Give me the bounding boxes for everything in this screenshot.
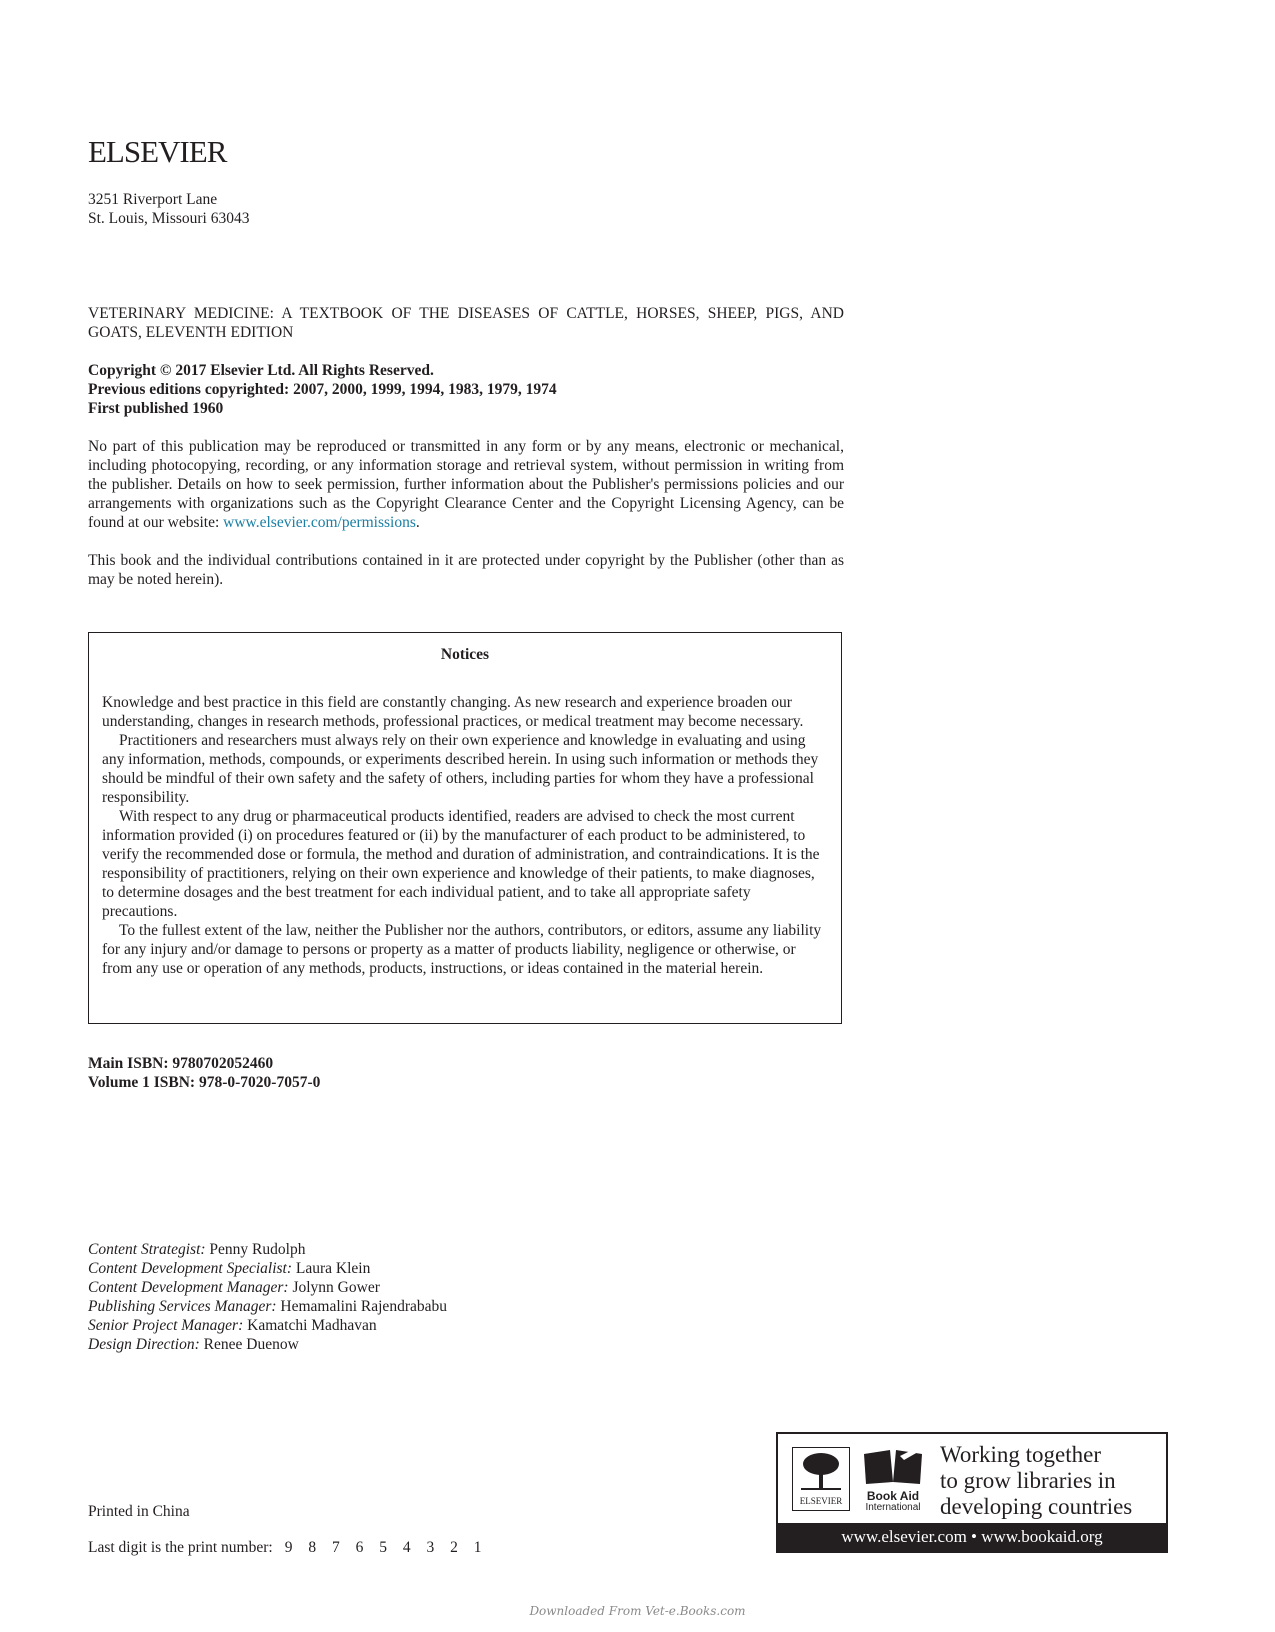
- credit-role: Content Strategist:: [88, 1241, 206, 1258]
- elsevier-logo: ELSEVIER: [88, 134, 227, 169]
- credit-role: Design Direction:: [88, 1336, 200, 1353]
- notices-box: [88, 632, 842, 1024]
- printed-in: Printed in China: [88, 1503, 190, 1520]
- book-aid-urls[interactable]: www.elsevier.com • www.bookaid.org: [778, 1523, 1166, 1551]
- credit-role: Publishing Services Manager:: [88, 1298, 277, 1315]
- credit-line: [88, 1259, 447, 1278]
- permissions-text: No part of this publication may be reproduced or transmitted in any form or by any means, electronic or mechanical, including photocopying, recording, or any information storage and retrieval system, without permission in writing from the publisher. Details on how to seek permission, further information about the Publisher's permissions policies and our arrangements with organizations such as the Copyright Clearance Center and the Copyright Licensing Agency, can be found at our website:: [88, 438, 844, 531]
- copyright-line: Copyright © 2017 Elsevier Ltd. All Rights Reserved.: [88, 362, 434, 379]
- protection-paragraph: This book and the individual contributions contained in it are protected under copyright by the Publisher (other than as may be noted herein).: [88, 552, 844, 588]
- book-aid-sublabel: International: [865, 1502, 921, 1513]
- slogan-line-2: to grow libraries in: [940, 1468, 1116, 1493]
- print-number-digits: 9 8 7 6 5 4 3 2 1: [284, 1539, 482, 1556]
- credit-name: Penny Rudolph: [205, 1241, 306, 1258]
- copyright-block: [88, 361, 557, 418]
- credit-line: [88, 1278, 447, 1297]
- book-aid-logo: [860, 1446, 926, 1514]
- credit-role: Senior Project Manager:: [88, 1317, 244, 1334]
- download-watermark: Downloaded From Vet-e.Books.com: [529, 1604, 746, 1618]
- permissions-paragraph: [88, 437, 844, 532]
- book-aid-label: Book Aid: [866, 1489, 920, 1503]
- notices-paragraph-2: Practitioners and researchers must always rely on their own experience and knowledge in evaluating and using any information, methods, compounds, or experiments described herein. In using such information or methods they should be mindful of their own safety and the safety of others, including parties for whom they have a professional responsibility.: [102, 732, 819, 806]
- main-isbn: Main ISBN: 9780702052460: [88, 1055, 274, 1072]
- credit-role: Content Development Specialist:: [88, 1260, 293, 1277]
- book-aid-banner: [776, 1432, 1168, 1553]
- credit-name: Renee Duenow: [199, 1336, 299, 1353]
- notices-paragraph-1: Knowledge and best practice in this field are constantly changing. As new research and experience broaden our understanding, changes in research methods, professional practices, or medical treatment may become necessary.: [102, 694, 804, 730]
- permissions-link[interactable]: www.elsevier.com/permissions: [223, 514, 416, 531]
- notices-title: Notices: [440, 646, 490, 663]
- credit-name: Kamatchi Madhavan: [243, 1317, 377, 1334]
- credit-line: [88, 1297, 447, 1316]
- credit-line: [88, 1316, 447, 1335]
- isbn-block: [88, 1054, 320, 1092]
- notices-paragraph-4: To the fullest extent of the law, neither the Publisher nor the authors, contributors, or editors, assume any liability for any injury and/or damage to persons or property as a matter of products liability, negligence or otherwise, or from any use or operation of any methods, products, instructions, or ideas contained in the material herein.: [102, 922, 822, 977]
- address-line-1: 3251 Riverport Lane: [88, 191, 218, 208]
- print-number-line: [88, 1538, 481, 1557]
- volume-isbn: Volume 1 ISBN: 978-0-7020-7057-0: [88, 1074, 321, 1091]
- credit-line: [88, 1240, 447, 1259]
- slogan-line-1: Working together: [940, 1442, 1102, 1467]
- notices-body: [102, 693, 829, 978]
- publisher-address: [88, 190, 249, 228]
- tree-logo-label: ELSEVIER: [799, 1496, 843, 1506]
- book-aid-slogan: [940, 1442, 1132, 1520]
- credit-name: Hemamalini Rajendrababu: [276, 1298, 447, 1315]
- book-title: VETERINARY MEDICINE: A TEXTBOOK OF THE DISEASES OF CATTLE, HORSES, SHEEP, PIGS, AND GOATS, ELEVENTH EDITION: [88, 305, 844, 341]
- address-line-2: St. Louis, Missouri 63043: [88, 210, 250, 227]
- elsevier-tree-logo: [792, 1447, 850, 1511]
- permissions-end: .: [415, 514, 420, 531]
- open-book-icon: [860, 1446, 926, 1488]
- print-number-label: Last digit is the print number:: [88, 1539, 273, 1556]
- first-published-line: First published 1960: [88, 400, 224, 417]
- credit-name: Jolynn Gower: [288, 1279, 380, 1296]
- previous-editions-line: Previous editions copyrighted: 2007, 2000, 1999, 1994, 1983, 1979, 1974: [88, 381, 557, 398]
- tree-icon: [793, 1448, 849, 1494]
- credit-line: [88, 1335, 447, 1354]
- credit-role: Content Development Manager:: [88, 1279, 289, 1296]
- slogan-line-3: developing countries: [940, 1494, 1133, 1519]
- credit-name: Laura Klein: [292, 1260, 371, 1277]
- credits-list: [88, 1240, 447, 1354]
- notices-paragraph-3: With respect to any drug or pharmaceutical products identified, readers are advised to check the most current information provided (i) on procedures featured or (ii) by the manufacturer of each product to be administered, to verify the recommended dose or formula, the method and duration of administration, and contraindications. It is the responsibility of practitioners, relying on their own experience and knowledge of their patients, to make diagnoses, to determine dosages and the best treatment for each individual patient, and to take all appropriate safety precautions.: [102, 808, 820, 920]
